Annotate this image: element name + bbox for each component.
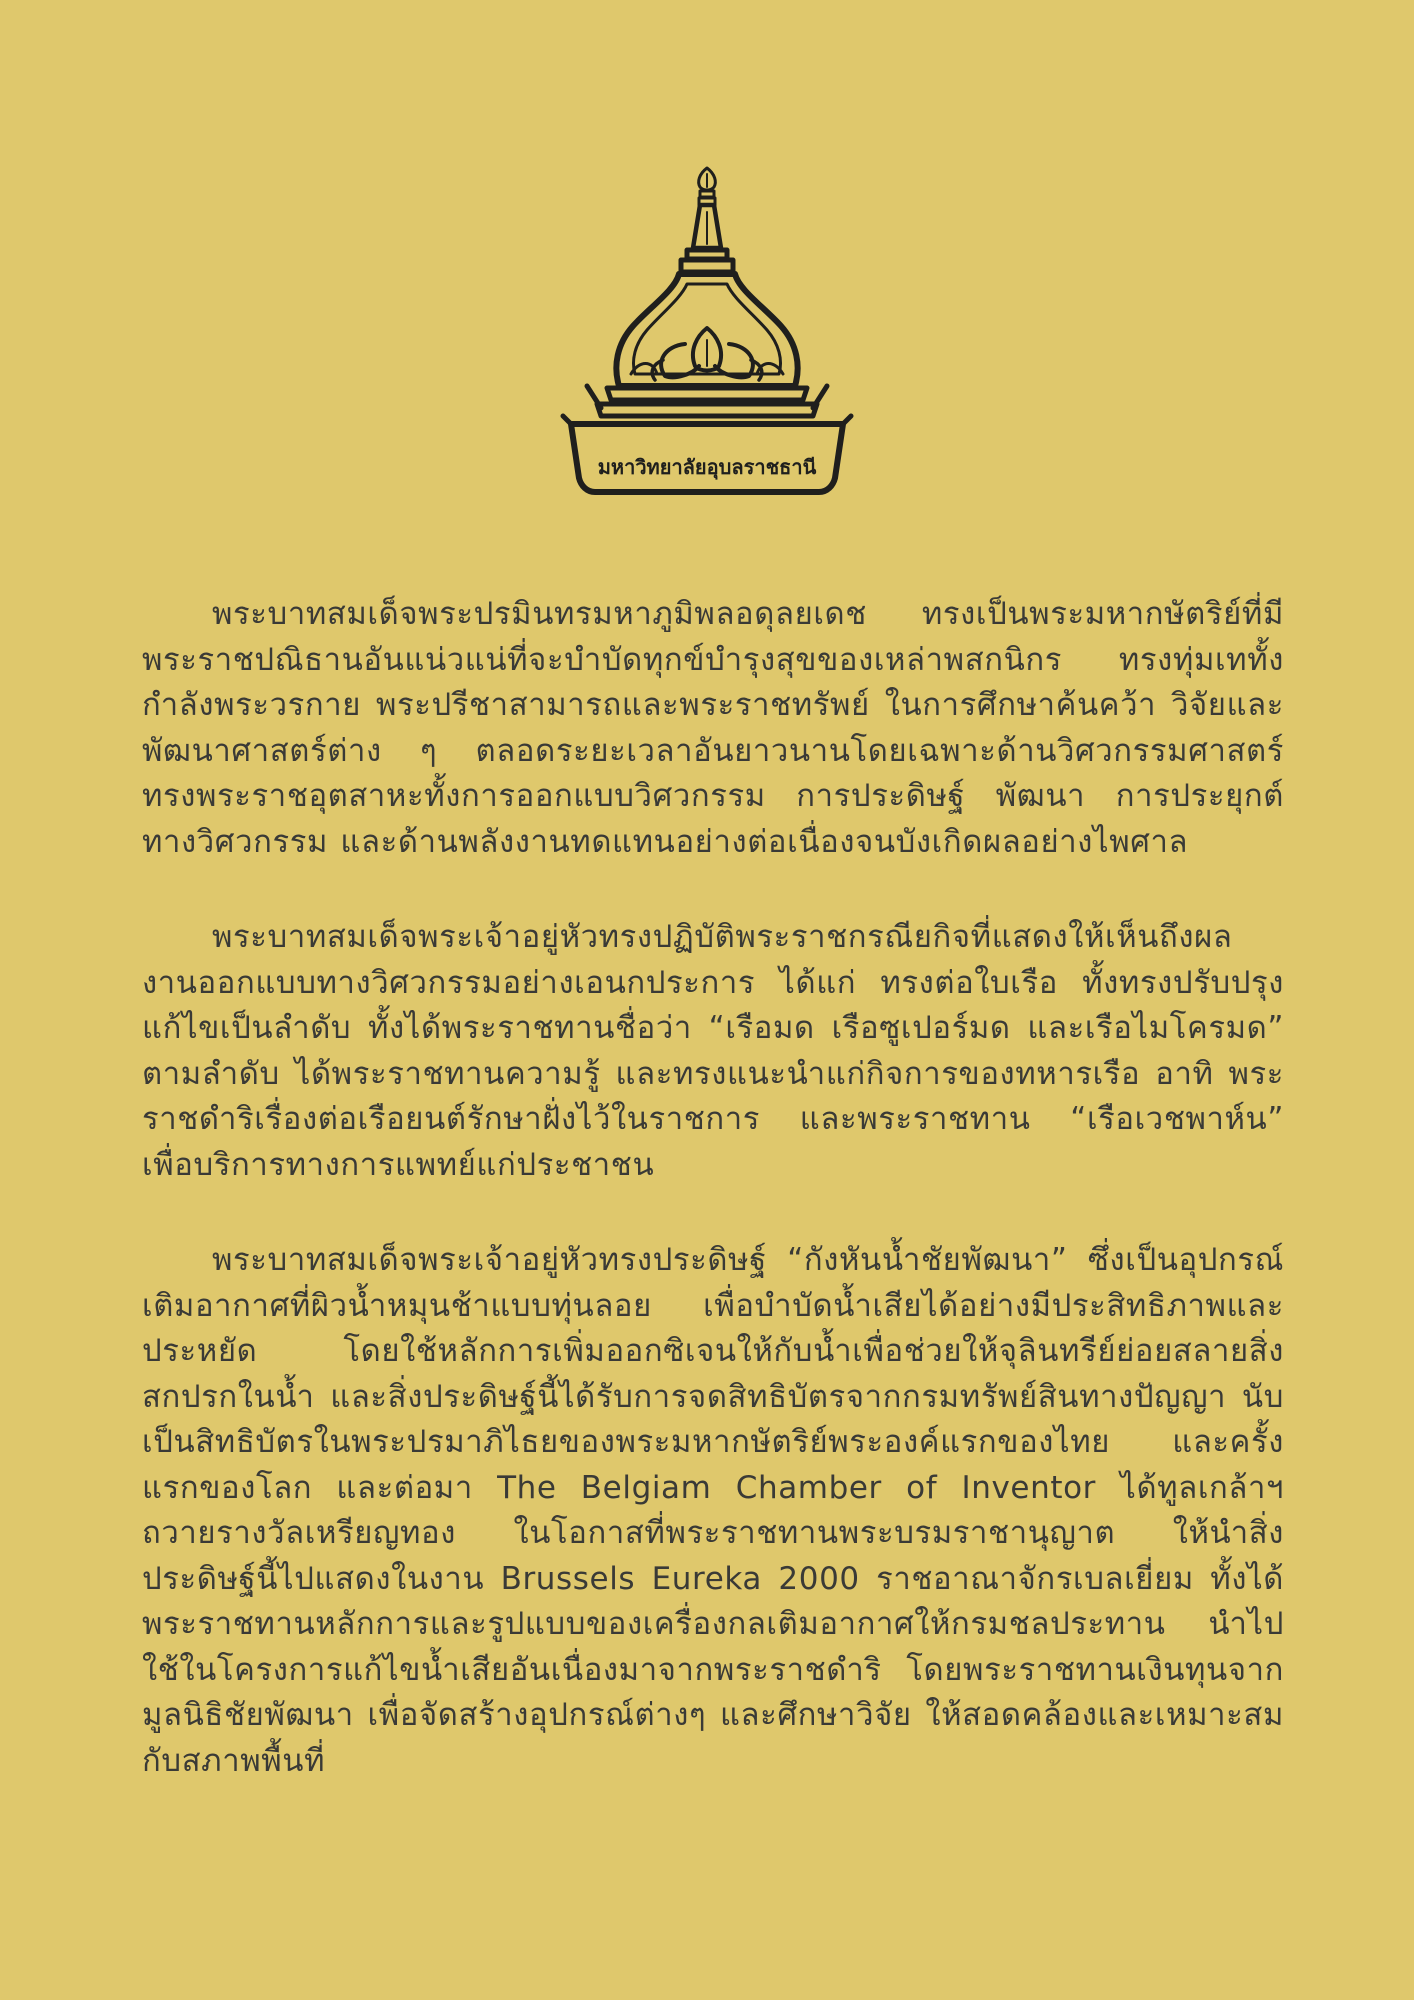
document-body [142,592,1284,1784]
university-emblem [557,160,857,505]
paragraph-1: พระบาทสมเด็จพระปรมินทรมหาภูมิพลอดุลยเดช ทรงเป็นพระมหากษัตริย์ที่มีพระราชปณิธานอันแน่วแน่ที่จะบำบัดทุกข์บำรุงสุขของเหล่าพสกนิกร ทรงทุ่มเททั้งกำลังพระวรกาย พระปรีชาสามารถและพระราชทรัพย์ ในการศึกษาค้นคว้า วิจัยและพัฒนาศาสตร์ต่าง ๆ ตลอดระยะเวลาอันยาวนานโดยเฉพาะด้านวิศวกรรมศาสตร์ ทรงพระราชอุตสาหะทั้งการออกแบบวิศวกรรม การประดิษฐ์ พัฒนา การประยุกต์ทางวิศวกรรม และด้านพลังงานทดแทนอย่างต่อเนื่องจนบังเกิดผลอย่างไพศาล [142,596,1284,860]
university-emblem-icon [557,160,857,505]
emblem-label: มหาวิทยาลัยอุบลราชธานี [597,455,817,479]
paragraph-2: พระบาทสมเด็จพระเจ้าอยู่หัวทรงปฏิบัติพระราชกรณียกิจที่แสดงให้เห็นถึงผลงานออกแบบทางวิศวกรรมอย่างเอนกประการ ได้แก่ ทรงต่อใบเรือ ทั้งทรงปรับปรุงแก้ไขเป็นลำดับ ทั้งได้พระราชทานชื่อว่า “เรือมด เรือซูเปอร์มด และเรือไมโครมด” ตามลำดับ ได้พระราชทานความรู้ และทรงแนะนำแก่กิจการของทหารเรือ อาทิ พระราชดำริเรื่องต่อเรือยนต์รักษาฝั่งไว้ในราชการ และพระราชทาน “เรือเวชพาห์น” เพื่อบริการทางการแพทย์แก่ประชาชน [142,919,1284,1183]
paragraph-3: พระบาทสมเด็จพระเจ้าอยู่หัวทรงประดิษฐ์ “กังหันน้ำชัยพัฒนา” ซึ่งเป็นอุปกรณ์เติมอากาศที่ผิวน้ำหมุนช้าแบบทุ่นลอย เพื่อบำบัดน้ำเสียได้อย่างมีประสิทธิภาพและประหยัด โดยใช้หลักการเพิ่มออกซิเจนให้กับน้ำเพื่อช่วยให้จุลินทรีย์ย่อยสลายสิ่งสกปรกในน้ำ และสิ่งประดิษฐ์นี้ได้รับการจดสิทธิบัตรจากกรมทรัพย์สินทางปัญญา นับเป็นสิทธิบัตรในพระปรมาภิไธยของพระมหากษัตริย์พระองค์แรกของไทย และครั้งแรกของโลก และต่อมา The Belgiam Chamber of Inventor ได้ทูลเกล้าฯ ถวายรางวัลเหรียญทอง ในโอกาสที่พระราชทานพระบรมราชานุญาต ให้นำสิ่งประดิษฐ์นี้ไปแสดงในงาน Brussels Eureka 2000 ราชอาณาจักรเบลเยี่ยม ทั้งได้พระราชทานหลักการและรูปแบบของเครื่องกลเติมอากาศให้กรมชลประทาน นำไปใช้ในโครงการแก้ไขน้ำเสียอันเนื่องมาจากพระราชดำริ โดยพระราชทานเงินทุนจากมูลนิธิชัยพัฒนา เพื่อจัดสร้างอุปกรณ์ต่างๆ และศึกษาวิจัย ให้สอดคล้องและเหมาะสมกับสภาพพื้นที่ [142,1242,1284,1779]
